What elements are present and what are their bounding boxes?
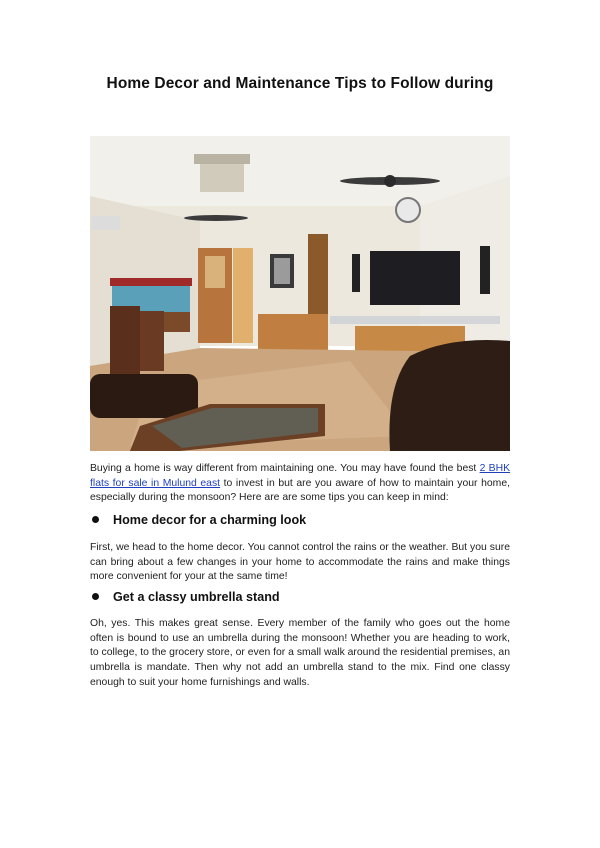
section-paragraph-home-decor: First, we head to the home decor. You cannot control the rains or the weather. But you sure can bring about a few changes in your home to accommodate the rains and make things more convenient for your at the same time!: [90, 542, 510, 583]
bhk-flats-link[interactable]: 2 BHK flats for sale in Mulund east: [90, 463, 511, 489]
section-heading-home-decor: [92, 513, 306, 527]
living-room-photo: [90, 136, 510, 451]
section-heading-umbrella-stand: [92, 590, 280, 604]
intro-paragraph: [90, 462, 510, 506]
section-heading-text: Get a classy umbrella stand: [113, 590, 280, 604]
bullet-icon: [92, 516, 99, 523]
section-paragraph-umbrella-stand: Oh, yes. This makes great sense. Every member of the family who goes out the home often is bound to use an umbrella during the monsoon! Whether you are heading to work, to college, to the grocery store, or even for a small walk around the residential premises, an umbrella is mandate. Then why not add an umbrella stand to the mix. Find one classy enough to suit your home furnishings and walls.: [90, 618, 510, 688]
intro-text-after: to invest in but are you aware of how to maintain your home, especially during the monsoon? Here are are some tips you can keep in mind:: [90, 477, 510, 504]
section-heading-text: Home decor for a charming look: [113, 513, 307, 527]
page-title: Home Decor and Maintenance Tips to Follow during: [106, 75, 494, 92]
bullet-icon: [92, 593, 99, 600]
intro-text-before: Buying a home is way different from maintaining one. You may have found the best: [90, 463, 480, 474]
